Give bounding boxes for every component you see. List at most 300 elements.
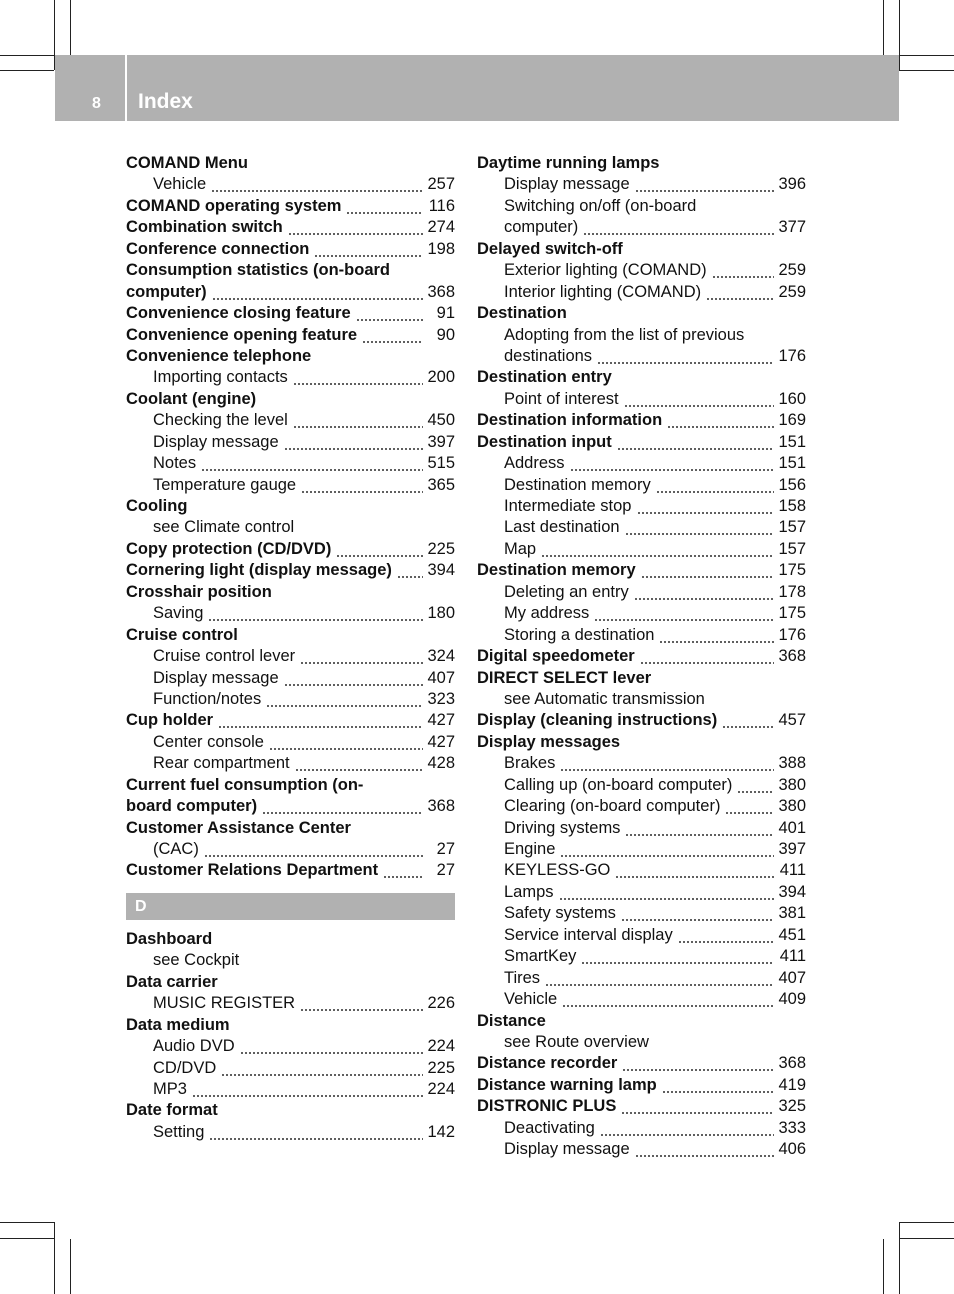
leader-dots <box>615 860 774 881</box>
leader-dots <box>641 560 774 581</box>
page-reference: 428 <box>427 754 455 773</box>
page-reference: 160 <box>778 389 806 408</box>
entry-text: Engine <box>504 840 556 858</box>
index-subentry <box>477 753 806 774</box>
page-reference: 27 <box>436 861 455 880</box>
leader-dots <box>625 818 774 839</box>
index-subentry <box>477 860 806 881</box>
index-subentry <box>126 839 455 860</box>
index-subentry <box>126 432 455 453</box>
index-entry <box>126 539 455 560</box>
entry-text: Importing contacts <box>153 368 288 387</box>
leader-dots <box>300 993 423 1014</box>
index-entry <box>126 496 455 517</box>
index-subentry <box>126 1036 455 1057</box>
index-subentry <box>126 174 455 195</box>
page-reference: 259 <box>778 282 806 301</box>
page-reference: 396 <box>778 175 806 194</box>
page-reference: 333 <box>778 1118 806 1137</box>
page-reference: 91 <box>436 304 455 323</box>
page-reference: 394 <box>778 882 806 901</box>
page-reference: 323 <box>427 689 455 708</box>
index-entry <box>126 389 455 410</box>
entry-text: Customer Relations Department <box>126 861 379 880</box>
leader-dots <box>383 860 423 881</box>
index-entry <box>477 1075 806 1096</box>
leader-dots <box>635 1139 774 1160</box>
index-entry <box>477 410 806 431</box>
index-entry <box>477 153 806 174</box>
leader-dots <box>597 346 774 367</box>
page-reference: 257 <box>427 175 455 194</box>
entry-text: Map <box>504 539 537 558</box>
entry-text: Date format <box>126 1101 218 1120</box>
entry-text: Display message <box>504 175 630 194</box>
index-subentry <box>477 196 806 217</box>
entry-text: Notes <box>153 454 197 473</box>
entry-text: COMAND operating system <box>126 196 342 215</box>
leader-dots <box>637 496 775 517</box>
index-entry <box>126 818 455 839</box>
index-entry <box>477 1096 806 1117</box>
leader-dots <box>314 239 423 260</box>
index-subentry <box>477 946 806 967</box>
page-reference: 178 <box>778 582 806 601</box>
entry-text: Cornering light (display message) <box>126 561 392 580</box>
index-subentry <box>477 260 806 281</box>
leader-dots <box>541 539 774 560</box>
index-subentry <box>126 453 455 474</box>
index-entry <box>126 303 455 324</box>
entry-text: Deactivating <box>504 1118 595 1137</box>
page-reference: 380 <box>778 775 806 794</box>
leader-dots <box>621 903 774 924</box>
page-reference: 407 <box>778 968 806 987</box>
entry-text: Adopting from the list of previous <box>504 325 745 344</box>
index-entry <box>477 1011 806 1032</box>
leader-dots <box>262 796 423 817</box>
page-reference: 224 <box>427 1079 455 1098</box>
entry-text: Coolant (engine) <box>126 389 257 408</box>
leader-dots <box>678 925 774 946</box>
leader-dots <box>583 217 774 238</box>
entry-text: Function/notes <box>153 689 262 708</box>
entry-text: Data medium <box>126 1015 230 1034</box>
crop-mark <box>0 1222 54 1223</box>
entry-text: Display messages <box>477 732 621 751</box>
index-subentry <box>126 993 455 1014</box>
page-reference: 411 <box>779 861 806 880</box>
index-entry <box>126 346 455 367</box>
crop-mark <box>883 0 884 55</box>
leader-dots <box>211 174 423 195</box>
entry-text: see Automatic transmission <box>504 689 705 708</box>
crop-mark <box>899 70 954 71</box>
entry-text: COMAND Menu <box>126 154 248 172</box>
entry-text: MP3 <box>153 1079 187 1098</box>
index-entry <box>477 432 806 453</box>
index-entry <box>126 196 455 217</box>
index-subentry <box>126 475 455 496</box>
page-reference: 397 <box>427 432 455 451</box>
entry-text: destinations <box>504 346 593 365</box>
page-reference: 368 <box>778 647 806 666</box>
leader-dots <box>662 1075 774 1096</box>
index-entry <box>126 153 455 174</box>
entry-text: Driving systems <box>504 818 621 837</box>
leader-dots <box>336 539 423 560</box>
page-reference: 176 <box>778 346 806 365</box>
page-number: 8 <box>92 95 101 112</box>
leader-dots <box>656 475 774 496</box>
page-reference: 169 <box>778 411 806 430</box>
page-reference: 200 <box>427 368 455 387</box>
index-entry <box>126 796 455 817</box>
index-entry <box>126 1100 455 1121</box>
entry-text: Display message <box>504 1140 630 1159</box>
index-subentry <box>126 1058 455 1079</box>
crop-mark <box>899 55 954 56</box>
index-subentry <box>477 475 806 496</box>
leader-dots <box>560 839 774 860</box>
entry-text: Interior lighting (COMAND) <box>504 282 702 301</box>
leader-dots <box>594 603 774 624</box>
entry-text: DIRECT SELECT lever <box>477 668 652 687</box>
entry-text: Audio DVD <box>153 1037 235 1056</box>
index-entry <box>477 367 806 388</box>
index-subentry <box>477 496 806 517</box>
leader-dots <box>725 796 774 817</box>
index-subentry <box>477 1139 806 1160</box>
page-reference: 142 <box>427 1122 455 1141</box>
entry-text: Display message <box>153 432 279 451</box>
entry-text: Dashboard <box>126 929 213 948</box>
entry-text: Destination input <box>477 432 612 451</box>
leader-dots <box>192 1079 423 1100</box>
index-subentry <box>126 689 455 710</box>
index-subentry <box>477 882 806 903</box>
index-subentry <box>126 950 455 971</box>
page-reference: 259 <box>778 261 806 280</box>
index-subentry <box>477 625 806 646</box>
index-subentry <box>477 517 806 538</box>
leader-dots <box>617 432 774 453</box>
page-reference: 368 <box>427 797 455 816</box>
page-reference: 515 <box>427 454 455 473</box>
leader-dots <box>218 710 423 731</box>
page-reference: 450 <box>427 411 455 430</box>
leader-dots <box>622 1053 774 1074</box>
leader-dots <box>562 989 774 1010</box>
leader-dots <box>212 282 423 303</box>
entry-text: Service interval display <box>504 925 673 944</box>
index-entry <box>126 582 455 603</box>
page-reference: 388 <box>778 754 806 773</box>
index-subentry <box>477 839 806 860</box>
leader-dots <box>737 775 774 796</box>
crop-mark <box>70 1239 71 1294</box>
entry-text: Destination <box>477 304 567 323</box>
leader-dots <box>559 882 774 903</box>
index-entry <box>126 710 455 731</box>
index-subentry <box>477 1032 806 1053</box>
index-subentry <box>126 603 455 624</box>
page-reference: 380 <box>778 797 806 816</box>
leader-dots <box>221 1058 423 1079</box>
index-entry <box>477 732 806 753</box>
index-entry <box>126 972 455 993</box>
entry-text: Clearing (on-board computer) <box>504 797 721 816</box>
entry-text: Distance warning lamp <box>477 1075 657 1094</box>
index-subentry <box>477 582 806 603</box>
entry-text: Calling up (on-board computer) <box>504 775 733 794</box>
entry-text: Tires <box>504 968 541 987</box>
entry-text: KEYLESS-GO <box>504 861 611 880</box>
index-entry <box>126 625 455 646</box>
index-subentry <box>477 689 806 710</box>
leader-dots <box>712 260 774 281</box>
entry-text: Vehicle <box>153 175 207 194</box>
index-entry <box>477 710 806 731</box>
index-entry <box>477 239 806 260</box>
page-reference: 409 <box>778 990 806 1009</box>
leader-dots <box>625 517 774 538</box>
entry-text: Combination switch <box>126 218 283 237</box>
crop-mark <box>899 1222 954 1223</box>
index-entry <box>126 260 455 281</box>
entry-text: Conference connection <box>126 239 310 258</box>
page-reference: 176 <box>778 625 806 644</box>
index-subentry <box>477 775 806 796</box>
page-reference: 427 <box>427 732 455 751</box>
entry-text: Last destination <box>504 518 620 537</box>
index-subentry <box>477 603 806 624</box>
entry-text: Display (cleaning instructions) <box>477 711 718 730</box>
leader-dots <box>240 1036 423 1057</box>
header-divider <box>125 55 127 121</box>
index-subentry <box>477 389 806 410</box>
leader-dots <box>208 603 423 624</box>
entry-text: Temperature gauge <box>153 475 297 494</box>
entry-text: Delayed switch-off <box>477 239 623 258</box>
index-entry <box>477 668 806 689</box>
crop-mark <box>883 1239 884 1294</box>
index-entry <box>477 303 806 324</box>
index-entry <box>126 239 455 260</box>
entry-text: see Route overview <box>504 1032 649 1051</box>
page-reference: 411 <box>779 947 806 966</box>
index-subentry <box>126 367 455 388</box>
page-title: Index <box>138 90 193 113</box>
entry-text: MUSIC REGISTER <box>153 994 296 1013</box>
leader-dots <box>624 389 774 410</box>
entry-text: Switching on/off (on-board <box>504 196 697 215</box>
entry-text: see Climate control <box>153 518 295 537</box>
leader-dots <box>722 710 774 731</box>
entry-text: Setting <box>153 1122 205 1141</box>
index-subentry <box>126 410 455 431</box>
crop-mark <box>70 0 71 55</box>
entry-text: Storing a destination <box>504 625 655 644</box>
index-subentry <box>126 753 455 774</box>
page-reference: 226 <box>427 994 455 1013</box>
leader-dots <box>397 560 423 581</box>
crop-mark <box>899 1238 954 1239</box>
leader-dots <box>659 625 774 646</box>
entry-text: Destination memory <box>504 475 651 494</box>
entry-text: DISTRONIC PLUS <box>477 1097 617 1116</box>
index-subentry <box>126 1079 455 1100</box>
entry-text: Destination memory <box>477 561 636 580</box>
leader-dots <box>362 325 423 346</box>
entry-text: computer) <box>504 218 579 237</box>
index-subentry <box>477 925 806 946</box>
index-subentry <box>126 1122 455 1143</box>
page-reference: 225 <box>427 539 455 558</box>
entry-text: Data carrier <box>126 972 218 991</box>
leader-dots <box>284 668 423 689</box>
page-reference: 198 <box>427 239 455 258</box>
index-entry <box>126 860 455 881</box>
index-entry <box>126 775 455 796</box>
leader-dots <box>295 753 423 774</box>
entry-text: Exterior lighting (COMAND) <box>504 261 707 280</box>
index-subentry <box>477 346 806 367</box>
entry-text: Brakes <box>504 754 556 773</box>
entry-text: CD/DVD <box>153 1058 217 1077</box>
leader-dots <box>621 1096 774 1117</box>
page-reference: 368 <box>778 1054 806 1073</box>
page-reference: 381 <box>778 904 806 923</box>
entry-text: Intermediate stop <box>504 497 632 515</box>
entry-text: Cup holder <box>126 711 214 730</box>
entry-text: Convenience telephone <box>126 346 312 365</box>
entry-text: Convenience opening feature <box>126 325 358 344</box>
page-reference: 377 <box>778 218 806 237</box>
entry-text: Digital speedometer <box>477 647 635 666</box>
entry-text: Destination entry <box>477 368 612 387</box>
entry-text: Copy protection (CD/DVD) <box>126 539 332 558</box>
entry-text: Safety systems <box>504 904 616 923</box>
entry-text: Vehicle <box>504 990 558 1009</box>
page-reference: 397 <box>778 840 806 858</box>
entry-text: see Cockpit <box>153 951 240 970</box>
entry-text: Cruise control <box>126 625 238 644</box>
page-reference: 151 <box>778 432 806 451</box>
leader-dots <box>581 946 774 967</box>
entry-text: Address <box>504 454 565 473</box>
index-entry <box>477 560 806 581</box>
leader-dots <box>293 410 423 431</box>
page-reference: 457 <box>778 711 806 730</box>
page-reference: 394 <box>427 561 455 580</box>
entry-text: Lamps <box>504 882 554 901</box>
leader-dots <box>634 582 774 603</box>
page-reference: 365 <box>427 475 455 494</box>
leader-dots <box>209 1122 423 1143</box>
page-reference: 368 <box>427 282 455 301</box>
page-reference: 225 <box>427 1058 455 1077</box>
index-subentry <box>477 1118 806 1139</box>
index-subentry <box>126 668 455 689</box>
entry-text: (CAC) <box>153 840 199 858</box>
index-entry <box>126 282 455 303</box>
crop-mark <box>0 1238 55 1239</box>
page-reference: 175 <box>778 561 806 580</box>
leader-dots <box>560 753 774 774</box>
index-entry <box>126 217 455 238</box>
page-reference: 156 <box>778 475 806 494</box>
page-reference: 451 <box>778 925 806 944</box>
crop-mark <box>899 0 900 70</box>
index-subentry <box>477 217 806 238</box>
index-subentry <box>477 796 806 817</box>
page-reference: 401 <box>778 818 806 837</box>
page-reference: 427 <box>427 711 455 730</box>
leader-dots <box>356 303 423 324</box>
crop-mark <box>0 55 55 56</box>
index-subentry <box>477 282 806 303</box>
index-subentry <box>477 989 806 1010</box>
entry-text: Point of interest <box>504 389 619 408</box>
index-entry <box>126 1015 455 1036</box>
page-reference: 27 <box>436 840 455 858</box>
entry-text: Customer Assistance Center <box>126 818 351 837</box>
leader-dots <box>269 732 423 753</box>
page-reference: 158 <box>778 497 806 515</box>
page-reference: 224 <box>427 1037 455 1056</box>
page-reference: 157 <box>778 539 806 558</box>
index-subentry <box>477 818 806 839</box>
leader-dots <box>545 968 774 989</box>
page-reference: 90 <box>436 325 455 344</box>
index-subentry <box>477 453 806 474</box>
index-column-right <box>477 153 806 1161</box>
page-reference: 419 <box>778 1075 806 1094</box>
leader-dots <box>301 475 423 496</box>
entry-text: My address <box>504 604 590 623</box>
index-subentry <box>126 517 455 538</box>
entry-text: Current fuel consumption (on- <box>126 775 364 794</box>
entry-text: Convenience closing feature <box>126 304 351 323</box>
leader-dots <box>300 646 423 667</box>
page-reference: 151 <box>778 454 806 473</box>
index-subentry <box>477 539 806 560</box>
page-reference: 324 <box>427 647 455 666</box>
entry-text: Destination information <box>477 411 663 430</box>
index-subentry <box>126 732 455 753</box>
page-reference: 180 <box>427 604 455 623</box>
leader-dots <box>346 196 423 217</box>
entry-text: SmartKey <box>504 947 577 966</box>
index-entry <box>477 646 806 667</box>
leader-dots <box>293 367 423 388</box>
leader-dots <box>204 839 423 860</box>
index-subentry <box>477 325 806 346</box>
entry-text: Display message <box>153 668 279 687</box>
index-subentry <box>477 174 806 195</box>
page-reference: 116 <box>428 196 455 215</box>
index-subentry <box>477 968 806 989</box>
crop-mark <box>54 1222 55 1294</box>
entry-text: Deleting an entry <box>504 582 629 601</box>
entry-text: Rear compartment <box>153 754 290 773</box>
leader-dots <box>706 282 774 303</box>
entry-text: Checking the level <box>153 411 288 430</box>
entry-text: board computer) <box>126 797 258 816</box>
entry-text: Crosshair position <box>126 582 272 601</box>
section-header: D <box>126 893 455 920</box>
